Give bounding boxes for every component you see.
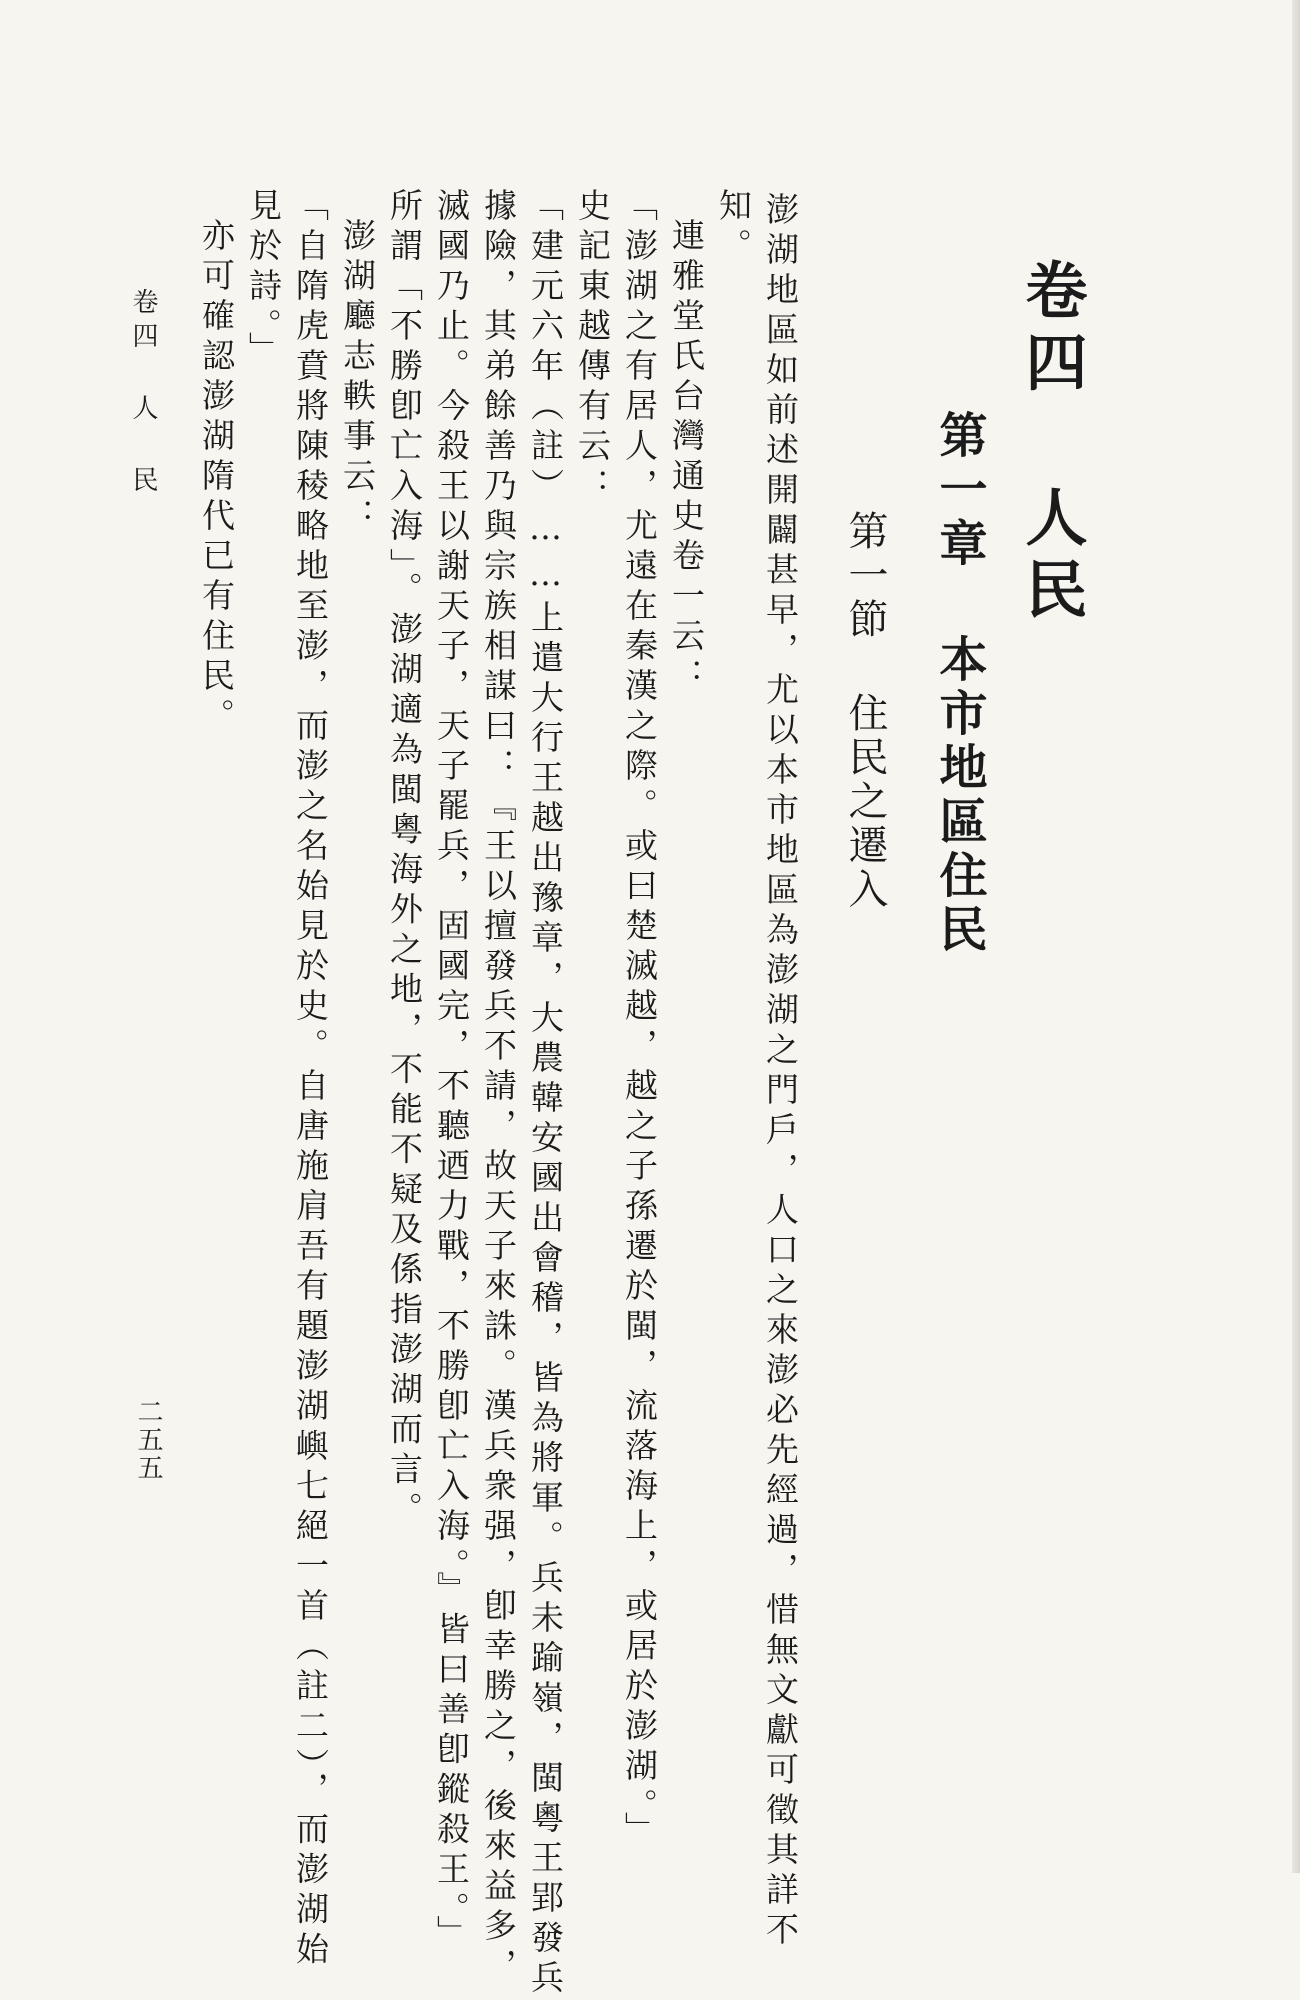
volume-title: 卷四 人民 [1015, 258, 1088, 629]
page-edge-shadow [1292, 0, 1300, 1873]
body-column-6: 「建元六年（註）……上遣大行王越出豫章，大農韓安國出會稽，皆為將軍。兵未踰嶺，閩粵王郢發兵 [526, 188, 565, 2000]
section-title: 第一節 住民之遷入 [842, 510, 888, 912]
body-column-2: 知。 [714, 188, 753, 268]
body-column-1: 澎湖地區如前述開闢甚早，尤以本市地區為澎湖之門戶，人口之來澎必先經過，惜無文獻可徵其詳不 [761, 192, 800, 1952]
page-number: 二五五 [133, 1398, 163, 1482]
body-column-12: 見於詩。」 [244, 188, 283, 372]
body-column-5: 史記東越傳有云： [573, 188, 612, 508]
running-head: 卷四 人 民 [128, 288, 158, 500]
body-column-13: 亦可確認澎湖隋代已有住民。 [197, 218, 236, 738]
chapter-title: 第一章 本市地區住民 [931, 410, 987, 958]
body-column-3: 連雅堂氏台灣通史卷一云： [667, 218, 706, 698]
body-column-4: 「澎湖之有居人，尤遠在秦漢之際。或曰楚滅越，越之子孫遷於閩，流落海上，或居於澎湖。」 [620, 188, 659, 1852]
body-column-10: 澎湖廳志軼事云： [338, 218, 377, 538]
body-column-7: 據險，其弟餘善乃與宗族相謀曰：『王以擅發兵不請，故天子來誅。漢兵衆强，卽幸勝之，後來益多， [479, 188, 518, 1988]
body-column-11: 「自隋虎賁將陳稜略地至澎，而澎之名始見於史。自唐施肩吾有題澎湖嶼七絕一首（註二），而澎湖始 [291, 188, 330, 1972]
body-column-8: 滅國乃止。今殺王以謝天子，天子罷兵，固國完，不聽迺力戰，不勝卽亡入海。』皆曰善卽鏦殺王。」 [432, 188, 471, 1955]
body-column-9: 所謂「不勝卽亡入海」。澎湖適為閩粵海外之地，不能不疑及係指澎湖而言。 [385, 188, 424, 1532]
